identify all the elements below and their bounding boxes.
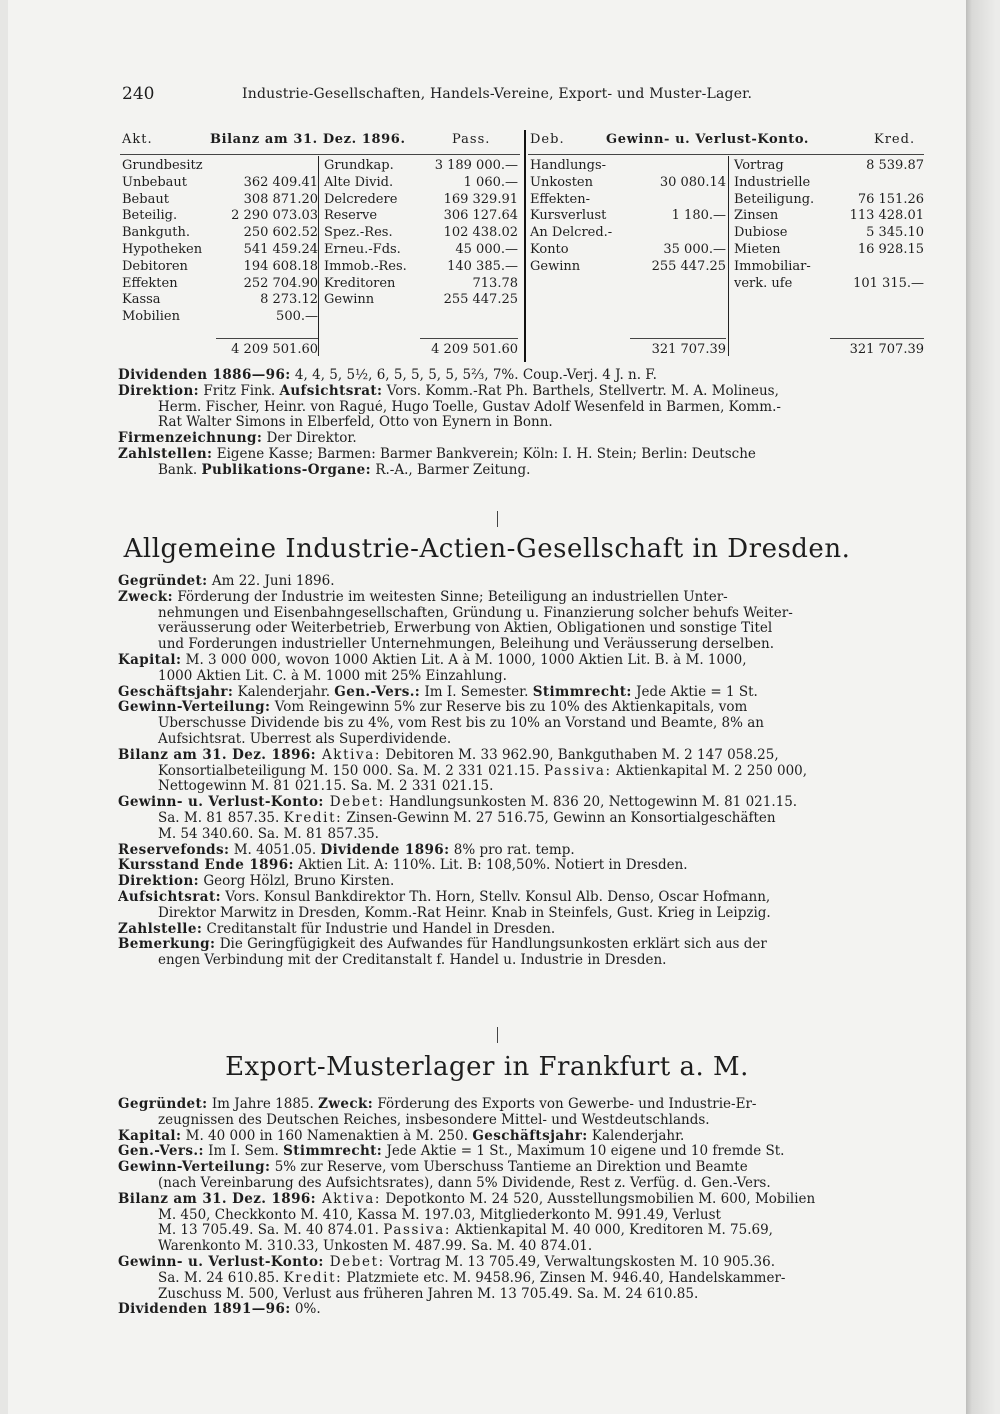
row-label: Vortrag bbox=[734, 158, 784, 173]
row-label: Kassa bbox=[122, 292, 161, 308]
row-value: 8 273.12 bbox=[260, 292, 318, 308]
deb-label: Deb. bbox=[530, 132, 565, 147]
balance-tables bbox=[120, 130, 924, 362]
row-label: Gewinn bbox=[324, 292, 375, 308]
row-label: An Delcred.- bbox=[530, 225, 613, 241]
row-value: 500.— bbox=[276, 309, 318, 325]
row-label: Zinsen bbox=[734, 208, 779, 224]
assets-total: 4 209 501.60 bbox=[231, 342, 318, 357]
row-value: 250 602.52 bbox=[243, 225, 318, 241]
row-value: 252 704.90 bbox=[243, 275, 318, 291]
zahlstellen-line: Zahlstellen: Eigene Kasse; Barmen: Barmer Bankverein; Köln: I. H. Stein; Berlin: Deutsche bbox=[118, 446, 756, 462]
row-value: 194 608.18 bbox=[243, 258, 318, 274]
row-value: 5 345.10 bbox=[866, 225, 924, 241]
row-label: verk. ufe bbox=[734, 275, 793, 291]
row-value: 1 060.— bbox=[463, 174, 518, 190]
row-label: Unkosten bbox=[530, 174, 593, 190]
row-value: 255 447.25 bbox=[651, 258, 726, 274]
pass-label: Pass. bbox=[452, 132, 491, 147]
row-label: Kreditoren bbox=[324, 275, 396, 291]
credit-sum-rule bbox=[830, 338, 924, 339]
page-number: 240 bbox=[122, 84, 155, 104]
akt-label: Akt. bbox=[122, 132, 153, 147]
row-label: Grundbesitz bbox=[122, 158, 203, 173]
row-value: 3 189 000.— bbox=[434, 158, 518, 173]
firmenzeichnung-line: Firmenzeichnung: Der Direktor. bbox=[118, 431, 357, 447]
row-value: 255 447.25 bbox=[443, 292, 518, 308]
row-label: Unbebaut bbox=[122, 174, 188, 190]
row-label: Alte Divid. bbox=[324, 174, 394, 190]
debit-sum-rule bbox=[630, 338, 726, 339]
running-title: Industrie-Gesellschaften, Handels-Vereine, Export- und Muster-Lager. bbox=[242, 86, 753, 102]
balance-header-rule bbox=[120, 154, 520, 155]
row-label: Kursverlust bbox=[530, 208, 607, 224]
row-label: Delcredere bbox=[324, 191, 398, 207]
balance-divider bbox=[318, 156, 319, 356]
pl-divider bbox=[728, 156, 729, 356]
row-value: 8 539.87 bbox=[866, 158, 924, 173]
row-label: Bebaut bbox=[122, 191, 169, 207]
row-label: Handlungs- bbox=[530, 158, 607, 173]
row-value: 169 329.91 bbox=[443, 191, 518, 207]
dividends-line: Dividenden 1886—96: 4, 4, 5, 5½, 6, 5, 5, 5, 5, 5⅔, 7%. Coup.-Verj. 4 J. n. F. bbox=[118, 368, 657, 383]
row-value: 101 315.— bbox=[853, 275, 924, 291]
debit-total: 321 707.39 bbox=[651, 342, 726, 357]
row-label: Bankguth. bbox=[122, 225, 190, 241]
row-label: Industrielle bbox=[734, 174, 811, 190]
company-title-frankfurt: Export-Musterlager in Frankfurt a. M. bbox=[225, 1052, 749, 1082]
direction-line: Direktion: Fritz Fink. Aufsichtsrat: Vors. Komm.-Rat Ph. Barthels, Stellvertr. M. A. Molineus, bbox=[118, 383, 779, 399]
section-rule bbox=[497, 511, 498, 527]
row-value: 102 438.02 bbox=[443, 225, 518, 241]
row-value: 140 385.— bbox=[447, 258, 518, 274]
row-label: Immobiliar- bbox=[734, 258, 811, 274]
tables-divider bbox=[524, 130, 526, 362]
row-label: Mieten bbox=[734, 242, 781, 257]
liab-sum-rule bbox=[420, 338, 518, 339]
row-value: 76 151.26 bbox=[857, 191, 924, 207]
row-value: 362 409.41 bbox=[243, 174, 318, 190]
row-value: 113 428.01 bbox=[849, 208, 924, 224]
row-value: 2 290 073.03 bbox=[231, 208, 318, 224]
section-frankfurt: Gegründet: Im Jahre 1885. Zweck: Förderung des Exports von Gewerbe- und Industrie-Er- zeugnissen des Deutschen Reiches, insbesondere Mittel- und Westdeutschlands. Kapital: M. 40 000 in 160 Namenaktien à M. 250. Geschäftsjahr: Kalenderjahr. Gen.-Vers.: Im I. Sem. Stimmrecht: Jede Aktie = 1 St., Maximum 10 eigene und 10 fremde St. Gewinn-Verteilung: 5% zur Reserve, vom Überschuss Tantieme an Direktion und Beamte (nach Vereinbarung des Aufsichtsrates), dann 5% Dividende, Rest z. Verfüg. d. Gen.-Vers. Bilanz am 31. Dez. 1896: Aktiva: Depotkonto M. 24 520, Ausstellungsmobilien M. 600, Mobilien M. 450, Checkkonto M. 410, Kassa M. 197.03, Mitgliederkonto M. 991.49, Verlust M. 13 705.49. Sa. M. 40 874.01. Passiva: Aktienkapital M. 40 000, Kreditoren M. 75.69, Warenkonto M. 310.33, Unkosten M. 487.99. Sa. M. 40 874.01. Gewinn- u. Verlust-Konto: Debet: Vortrag M. 13 705.49, Verwaltungskosten M. 10 905.36. Sa. M. 24 610.85. Kredit: Platzmiete etc. M. 9458.96, Zinsen M. 946.40, Handelskammer- Zuschuss M. 500, Verlust aus früheren Jahren M. 13 705.49. Sa. M. 24 610.85. Dividenden 1891—96: 0%. bbox=[118, 1097, 816, 1318]
row-label: Immob.-Res. bbox=[324, 258, 407, 274]
row-label: Gewinn bbox=[530, 258, 581, 274]
assets-sum-rule bbox=[216, 338, 318, 339]
row-label: Debitoren bbox=[122, 258, 188, 274]
row-label: Spez.-Res. bbox=[324, 225, 393, 241]
section-previous-company: Dividenden 1886—96: 4, 4, 5, 5½, 6, 5, 5, 5, 5, 5⅔, 7%. Coup.-Verj. 4 J. n. F. Direktion: Fritz Fink. Aufsichtsrat: Vors. Komm.-Rat Ph. Barthels, Stellvertr. M. A. Molineus, Herm. Fischer, Heinr. von Ragué, Hugo Toelle, Gustav Adolf Wesenfeld in Barmen, Komm.- Rat Walter Simons in Elberfeld, Otto von Eynern in Bonn. Firmenzeichnung: Der Direktor. Zahlstellen: Eigene Kasse; Barmen: Barmer Bankverein; Köln: I. H. Stein; Berlin: Deutsche Bank. Publikations-Organe: R.-A., Barmer Zeitung. bbox=[118, 368, 922, 479]
row-value: 16 928.15 bbox=[857, 242, 924, 257]
page-edge bbox=[966, 0, 1000, 1414]
credit-total: 321 707.39 bbox=[849, 342, 924, 357]
kred-label: Kred. bbox=[874, 132, 916, 147]
row-label: Konto bbox=[530, 242, 569, 257]
row-value: 713.78 bbox=[472, 275, 518, 291]
row-label: Grundkap. bbox=[324, 158, 394, 173]
row-value: 30 080.14 bbox=[659, 174, 726, 190]
row-value: 45 000.— bbox=[455, 242, 518, 257]
company-title-dresden: Allgemeine Industrie-Actien-Gesellschaft in Dresden. bbox=[123, 534, 851, 564]
row-value: 306 127.64 bbox=[443, 208, 518, 224]
row-label: Beteilig. bbox=[122, 208, 178, 224]
liabilities-total: 4 209 501.60 bbox=[431, 342, 518, 357]
row-label: Effekten- bbox=[530, 191, 590, 207]
row-label: Dubiose bbox=[734, 225, 788, 241]
section-dresden: Gegründet: Am 22. Juni 1896. Zweck: Förderung der Industrie im weitesten Sinne; Beteiligung an industriellen Unter- nehmungen und Eisenbahngesellschaften, Gründung u. Finanzierung solcher behufs Weiter- veräusserung oder Weiterbetrieb, Erwerbung von Aktien, Obligationen und sonstige Titel und Forderungen industrieller Unternehmungen, Beleihung und Veräusserung derselben. Kapital: M. 3 000 000, wovon 1000 Aktien Lit. A à M. 1000, 1000 Aktien Lit. B. à M. 1000, 1000 Aktien Lit. C. à M. 1000 mit 25% Einzahlung. Geschäftsjahr: Kalenderjahr. Gen.-Vers.: Im I. Semester. Stimmrecht: Jede Aktie = 1 St. Gewinn-Verteilung: Vom Reingewinn 5% zur Reserve bis zu 10% des Aktienkapitals, vom Überschusse Dividende bis zu 4%, vom Rest bis zu 10% an Vorstand und Beamte, 8% an Aufsichtsrat. Überrest als Superdividende. Bilanz am 31. Dez. 1896: Aktiva: Debitoren M. 33 962.90, Bankguthaben M. 2 147 058.25, Konsortialbeteiligung M. 150 000. Sa. M. 2 331 021.15. Passiva: Aktienkapital M. 2 250 000, Nettogewinn M. 81 021.15. Sa. M. 2 331 021.15. Gewinn- u. Verlust-Konto: Debet: Handlungsunkosten M. 836 20, Nettogewinn M. 81 021.15. Sa. M. 81 857.35. Kredit: Zinsen-Gewinn M. 27 516.75, Gewinn an Konsortialgeschäften M. 54 340.60. Sa. M. 81 857.35. Reservefonds: M. 4051.05. Dividende 1896: 8% pro rat. temp. Kursstand Ende 1896: Aktien Lit. A: 110%. Lit. B: 108,50%. Notiert in Dresden. Direktion: Georg Hölzl, Bruno Kirsten. Aufsichtsrat: Vors. Konsul Bankdirektor Th. Horn, Stellv. Konsul Alb. Denso, Oscar Hofmann, Direktor Marwitz in Dresden, Komm.-Rat Heinr. Knab in Steinfels, Gust. Krieg in Leipzig. Zahlstelle: Creditanstalt für Industrie und Handel in Dresden. Bemerkung: Die Geringfügigkeit des Aufwandes für Handlungsunkosten erklärt sich aus der engen Verbindung mit der Creditanstalt f. Handel u. Industrie in Dresden. bbox=[118, 574, 808, 969]
pl-header-rule bbox=[528, 154, 924, 155]
row-label: Erneu.-Fds. bbox=[324, 242, 401, 257]
row-value: 1 180.— bbox=[671, 208, 726, 224]
row-value: 308 871.20 bbox=[243, 191, 318, 207]
row-label: Beteiligung. bbox=[734, 191, 815, 207]
row-label: Effekten bbox=[122, 275, 178, 291]
row-label: Mobilien bbox=[122, 309, 180, 325]
row-label: Reserve bbox=[324, 208, 378, 224]
row-value: 35 000.— bbox=[663, 242, 726, 257]
balance-title: Bilanz am 31. Dez. 1896. bbox=[210, 132, 406, 147]
section-rule bbox=[497, 1027, 498, 1043]
pl-title: Gewinn- u. Verlust-Konto. bbox=[606, 132, 810, 147]
row-value: 541 459.24 bbox=[243, 242, 318, 257]
row-label: Hypotheken bbox=[122, 242, 203, 257]
